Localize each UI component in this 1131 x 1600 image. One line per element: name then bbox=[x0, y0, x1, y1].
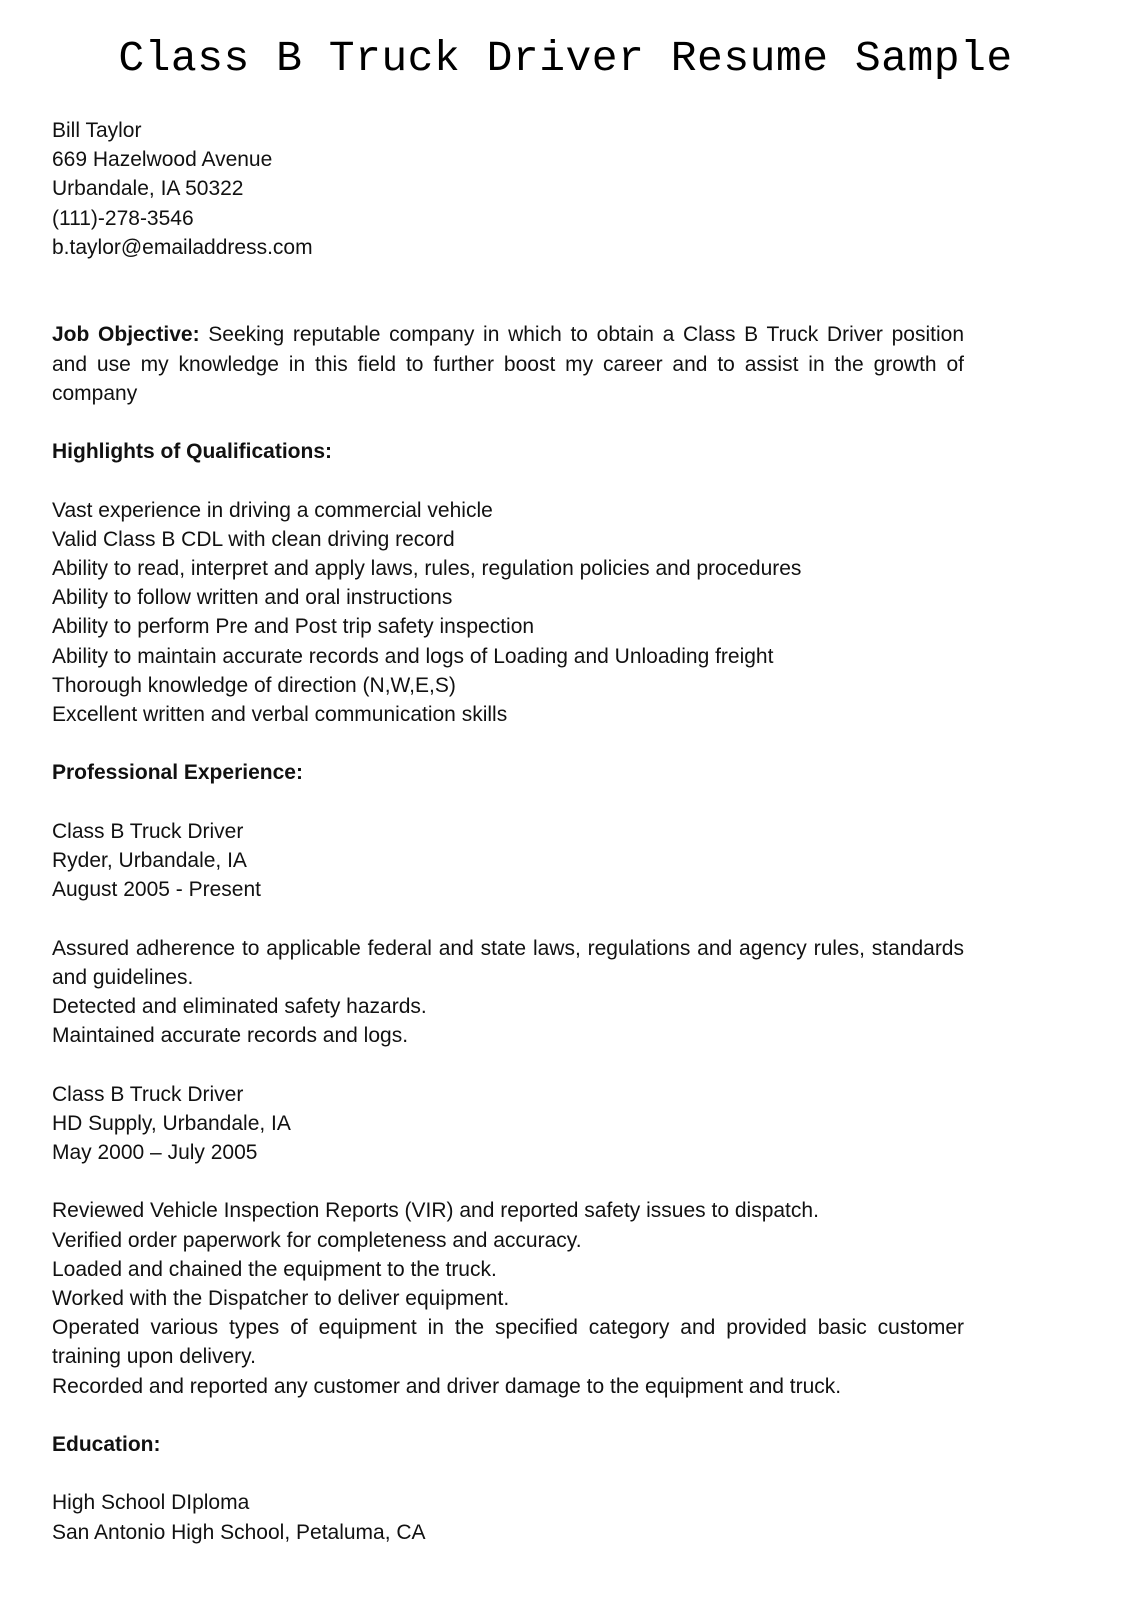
job-duty: Recorded and reported any customer and driver damage to the equipment and truck. bbox=[52, 1374, 842, 1398]
list-item: Ability to perform Pre and Post trip safety inspection bbox=[52, 615, 535, 639]
education-degree: High School DIploma bbox=[52, 1491, 250, 1515]
list-item: Ability to read, interpret and apply laws, rules, regulation policies and procedures bbox=[52, 557, 802, 580]
job-duty: Detected and eliminated safety hazards. bbox=[52, 995, 427, 1018]
job-duty: Loaded and chained the equipment to the truck. bbox=[52, 1257, 497, 1281]
job-duty: Operated various types of equipment in the specified category and provided basic customer training upon delivery. bbox=[52, 1316, 964, 1369]
job-entry-1 bbox=[52, 817, 964, 1051]
job-objective bbox=[52, 320, 964, 408]
job-duty: Verified order paperwork for completeness and accuracy. bbox=[52, 1228, 582, 1252]
contact-email: b.taylor@emailaddress.com bbox=[52, 235, 313, 259]
job-company: Ryder, Urbandale, IA bbox=[52, 849, 247, 872]
list-item: Thorough knowledge of direction (N,W,E,S) bbox=[52, 673, 456, 697]
job-title: Class B Truck Driver bbox=[52, 1082, 244, 1106]
contact-block bbox=[52, 116, 964, 262]
job-duty: Maintained accurate records and logs. bbox=[52, 1024, 409, 1048]
contact-street: 669 Hazelwood Avenue bbox=[52, 148, 273, 172]
list-item: Valid Class B CDL with clean driving record bbox=[52, 527, 455, 551]
job-duty: Reviewed Vehicle Inspection Reports (VIR) and reported safety issues to dispatch. bbox=[52, 1199, 819, 1223]
contact-city-state-zip: Urbandale, IA 50322 bbox=[52, 177, 244, 201]
job-company: HD Supply, Urbandale, IA bbox=[52, 1111, 291, 1135]
document-title: Class B Truck Driver Resume Sample bbox=[118, 34, 1013, 83]
list-item: Vast experience in driving a commercial vehicle bbox=[52, 498, 493, 522]
job-objective-label: Job Objective: bbox=[52, 323, 200, 347]
job-entry-2 bbox=[52, 1080, 964, 1401]
qualifications-list bbox=[52, 496, 964, 730]
contact-phone: (111)-278-3546 bbox=[52, 206, 194, 230]
qualifications-heading: Highlights of Qualifications: bbox=[52, 440, 332, 464]
list-item: Ability to follow written and oral instructions bbox=[52, 586, 453, 610]
experience-heading: Professional Experience: bbox=[52, 761, 303, 785]
job-objective-text: Seeking reputable company in which to obtain a Class B Truck Driver position and use my knowledge in this field to further boost my career and to assist in the growth of company bbox=[52, 323, 964, 405]
job-dates: May 2000 – July 2005 bbox=[52, 1141, 258, 1164]
job-dates: August 2005 - Present bbox=[52, 878, 261, 902]
contact-name: Bill Taylor bbox=[52, 119, 142, 142]
list-item: Excellent written and verbal communication skills bbox=[52, 703, 508, 727]
education-heading: Education: bbox=[52, 1433, 161, 1456]
job-title: Class B Truck Driver bbox=[52, 819, 244, 843]
education-school: San Antonio High School, Petaluma, CA bbox=[52, 1520, 426, 1544]
resume-body bbox=[52, 116, 964, 1547]
education-entry bbox=[52, 1488, 964, 1546]
list-item: Ability to maintain accurate records and logs of Loading and Unloading freight bbox=[52, 644, 774, 668]
job-duty: Worked with the Dispatcher to deliver equipment. bbox=[52, 1287, 510, 1310]
job-duty: Assured adherence to applicable federal and state laws, regulations and agency rules, standards and guidelines. bbox=[52, 936, 964, 989]
